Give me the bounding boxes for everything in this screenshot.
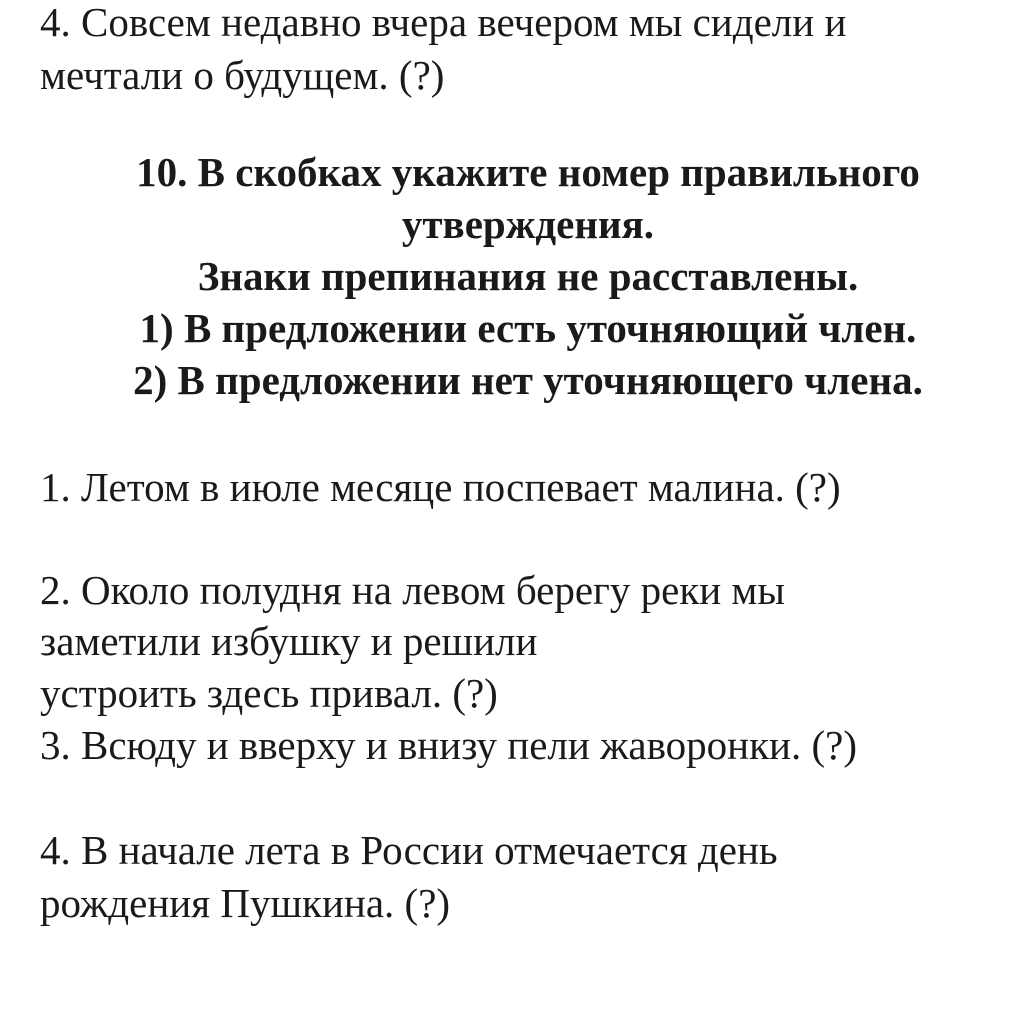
- text-line: 4. В начале лета в России отмечается день: [40, 827, 778, 873]
- text-line: рождения Пушкина. (?): [40, 880, 451, 926]
- text-line: 1. Летом в июле месяце поспевает малина. (?): [40, 464, 841, 510]
- text-line: 4. Совсем недавно вчера вечером мы сидели и: [40, 0, 847, 45]
- heading-line: 2) В предложении нет уточняющего члена.: [133, 357, 923, 403]
- text-line: мечтали о будущем. (?): [40, 52, 445, 98]
- text-line: 2. Около полудня на левом берегу реки мы: [40, 567, 785, 613]
- heading-line: 1) В предложении есть уточняющий член.: [139, 305, 917, 351]
- text-line: устроить здесь привал. (?): [40, 670, 498, 716]
- heading-line: 10. В скобках укажите номер правильного: [136, 149, 920, 195]
- heading-line: утверждения.: [401, 201, 655, 247]
- heading-line: Знаки препинания не расставлены.: [197, 253, 859, 299]
- text-line: 3. Всюду и вверху и внизу пели жаворонки. (?): [40, 722, 857, 768]
- text-line: заметили избушку и решили: [40, 618, 538, 664]
